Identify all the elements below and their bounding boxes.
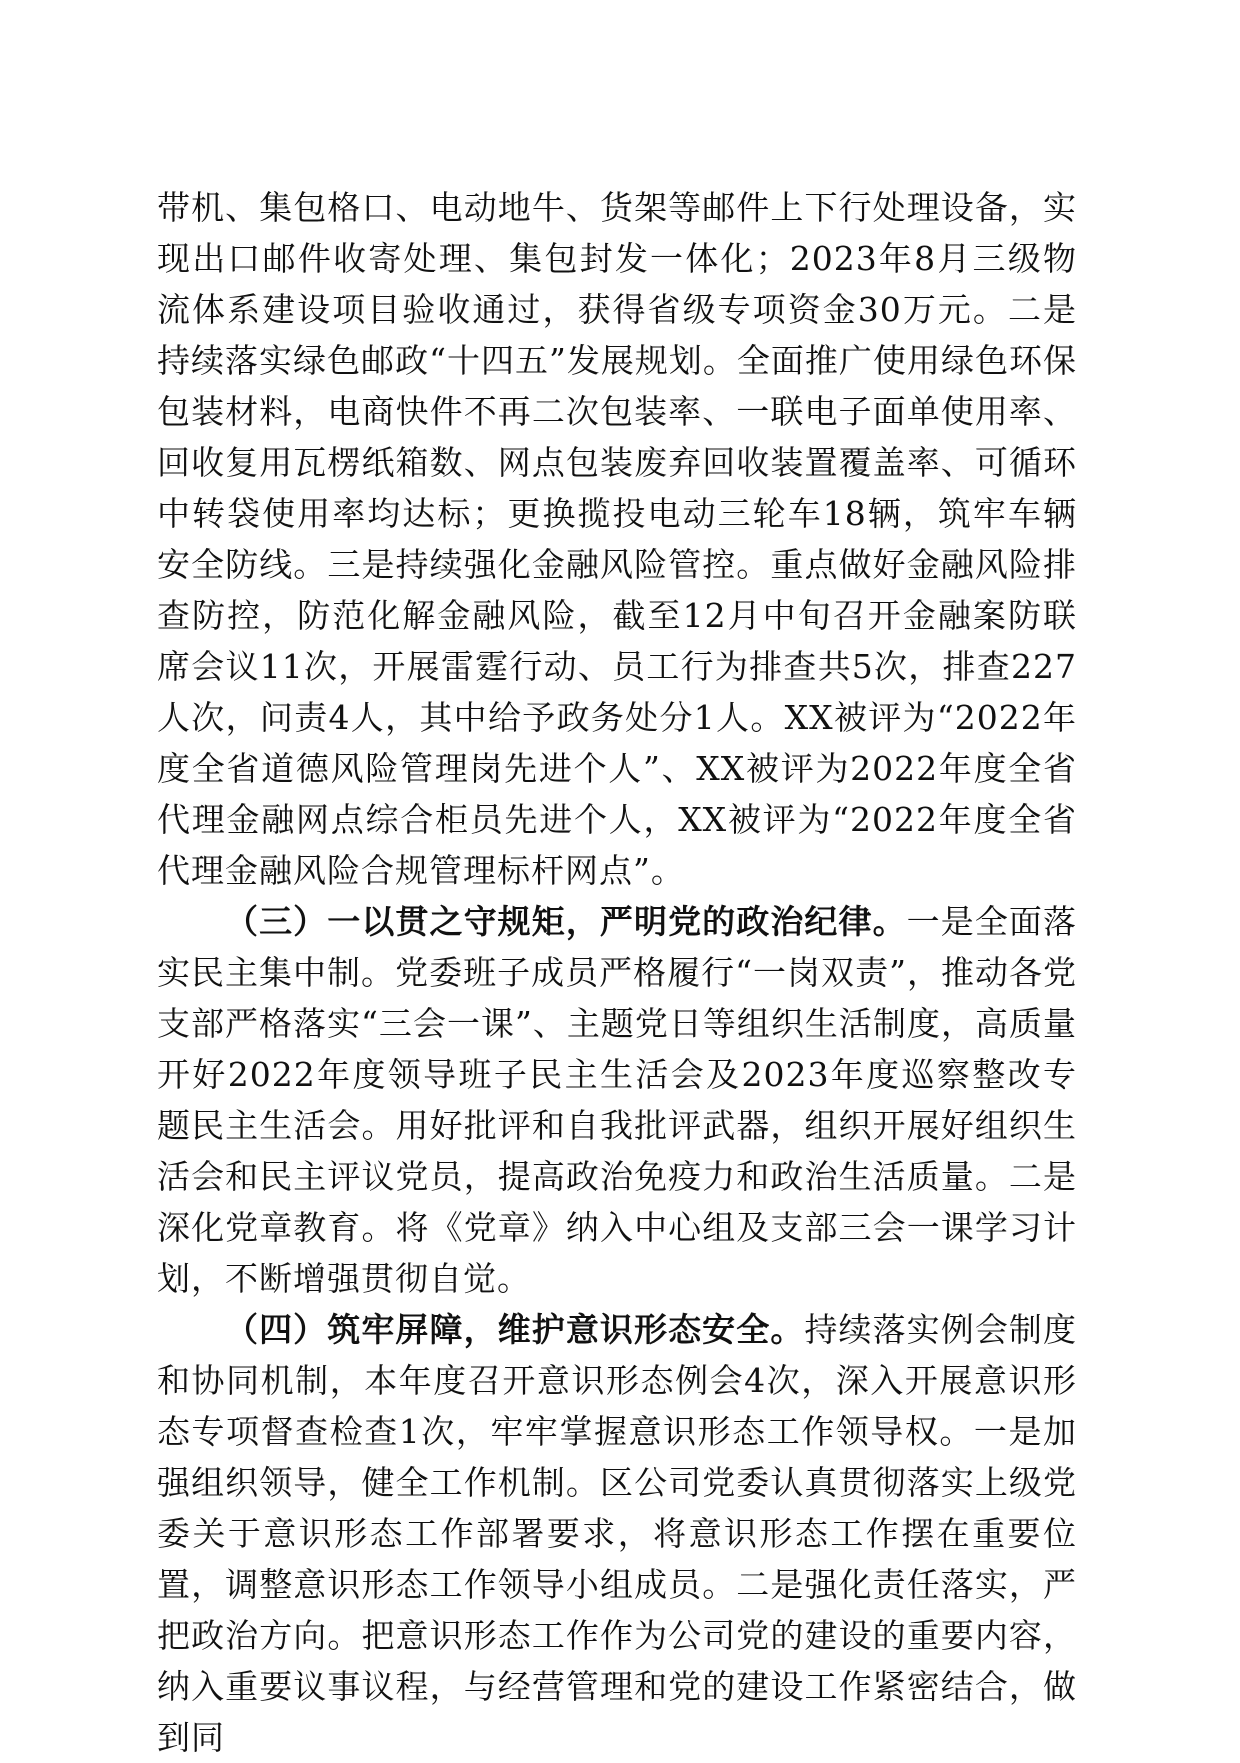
section-heading-four: （四）筑牢屏障，维护意识形态安全。 — [225, 1310, 805, 1349]
paragraph-logistics-green-finance — [157, 182, 1077, 896]
section-heading-three: （三）一以贯之守规矩，严明党的政治纪律。 — [225, 902, 907, 941]
paragraph-text: 带机、集包格口、电动地牛、货架等邮件上下行处理设备，实现出口邮件收寄处理、集包封发一体化；2023年8月三级物流体系建设项目验收通过，获得省级专项资金30万元。二是持续落实绿色邮政“十四五”发展规划。全面推广使用绿色环保包装材料，电商快件不再二次包装率、一联电子面单使用率、回收复用瓦楞纸箱数、网点包装废弃回收装置覆盖率、可循环中转袋使用率均达标；更换揽投电动三轮车18辆，筑牢车辆安全防线。三是持续强化金融风险管控。重点做好金融风险排查防控，防范化解金融风险，截至12月中旬召开金融案防联席会议11次，开展雷霆行动、员工行为排查共5次，排查227人次，问责4人，其中给予政务处分1人。XX被评为“2022年度全省道德风险管理岗先进个人”、XX被评为2022年度全省代理金融网点综合柜员先进个人，XX被评为“2022年度全省代理金融风险合规管理标杆网点”。 — [157, 188, 1077, 890]
document-body — [157, 182, 1077, 1763]
paragraph-ideology-security — [157, 1304, 1077, 1763]
paragraph-political-discipline — [157, 896, 1077, 1304]
paragraph-text: 一是全面落实民主集中制。党委班子成员严格履行“一岗双责”，推动各党支部严格落实“三会一课”、主题党日等组织生活制度，高质量开好2022年度领导班子民主生活会及2023年度巡察整改专题民主生活会。用好批评和自我批评武器，组织开展好组织生活会和民主评议党员，提高政治免疫力和政治生活质量。二是深化党章教育。将《党章》纳入中心组及支部三会一课学习计划，不断增强贯彻自觉。 — [157, 902, 1078, 1298]
paragraph-text: 持续落实例会制度和协同机制，本年度召开意识形态例会4次，深入开展意识形态专项督查检查1次，牢牢掌握意识形态工作领导权。一是加强组织领导，健全工作机制。区公司党委认真贯彻落实上级党委关于意识形态工作部署要求，将意识形态工作摆在重要位置，调整意识形态工作领导小组成员。二是强化责任落实，严把政治方向。把意识形态工作作为公司党的建设的重要内容，纳入重要议事议程，与经营管理和党的建设工作紧密结合，做到同 — [157, 1310, 1078, 1757]
